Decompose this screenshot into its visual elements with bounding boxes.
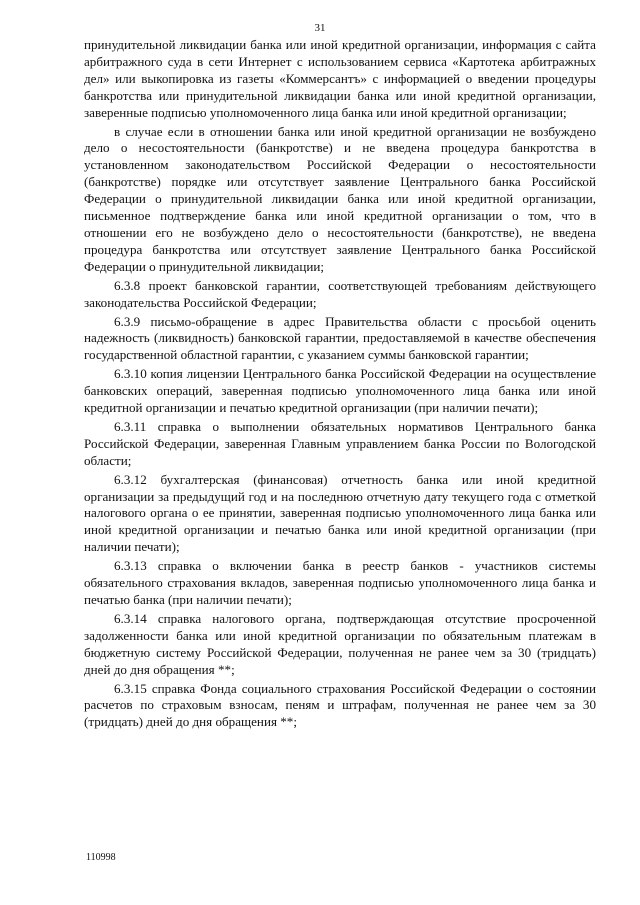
document-body xyxy=(84,37,596,733)
footer-document-code: 110998 xyxy=(86,852,116,863)
paragraph-6-3-15: 6.3.15 справка Фонда социального страхования Российской Федерации о состоянии расчетов по страховым взносам, пеням и штрафам, полученная не ранее чем за 30 (тридцать) дней до дня обращения **; xyxy=(84,680,596,730)
paragraph-6-3-10: 6.3.10 копия лицензии Центрального банка Российской Федерации на осуществление банковских операций, заверенная подписью уполномоченного лица банка или иной кредитной организации и печатью кредитной организации (при наличии печати); xyxy=(84,366,596,416)
paragraph-6-3-13: 6.3.13 справка о включении банка в реестр банков - участников системы обязательного страхования вкладов, заверенная подписью уполномоченного лица банка и печатью банка (при наличии печати); xyxy=(84,558,596,607)
paragraph-6-3-8: 6.3.8 проект банковской гарантии, соответствующей требованиям действующего законодательства Российской Федерации; xyxy=(84,277,596,310)
paragraph-bankruptcy-confirmation: в случае если в отношении банка или иной кредитной организации не возбуждено дело о несостоятельности (банкротстве) и не введена процедура банкротства в установленном законодательством Российской Федерации о несостоятельности (банкротстве) порядке или отсутствует заявление Центрального банка Российской Федерации о принудительной ликвидации банка или иной кредитной организации, письменное подтверждение банка или иной кредитной организации о том, что в отношении его не возбуждено дело о несостоятельности (банкротстве), не введена процедура банкротства или отсутствует заявление Центрального банка Российской Федерации о принудительной ликвидации; xyxy=(84,123,596,274)
paragraph-6-3-12: 6.3.12 бухгалтерская (финансовая) отчетность банка или иной кредитной организации за предыдущий год и на последнюю отчетную дату текущего года с отметкой налогового органа о ее принятии, заверенная подписью уполномоченного лица банка или иной кредитной организации и печатью банка или иной кредитной организации (при наличии печати); xyxy=(84,471,596,555)
paragraph-continuation: принудительной ликвидации банка или иной кредитной организации, информация с сайта арбитражного суда в сети Интернет с использованием сервиса «Картотека арбитражных дел» или выкопировка из газеты «Коммерсантъ» с информацией о введении процедуры банкротства или принудительной ликвидации банка или иной кредитной организации, заверенные подписью уполномоченного лица банка или иной кредитной организации; xyxy=(84,37,596,120)
page-number: 31 xyxy=(314,22,326,34)
paragraph-6-3-9: 6.3.9 письмо-обращение в адрес Правительства области с просьбой оценить надежность (ликвидность) банковской гарантии, предоставляемой в качестве обеспечения государственной областной гарантии, с указанием суммы банковской гарантии; xyxy=(84,313,596,363)
paragraph-6-3-14: 6.3.14 справка налогового органа, подтверждающая отсутствие просроченной задолженности банка или иной кредитной организации по обязательным платежам в бюджетную систему Российской Федерации, полученная не ранее чем за 30 (тридцать) дней до дня обращения **; xyxy=(84,610,596,677)
paragraph-6-3-11: 6.3.11 справка о выполнении обязательных нормативов Центрального банка Российской Федерации, заверенная Главным управлением банка России по Вологодской области; xyxy=(84,418,596,468)
